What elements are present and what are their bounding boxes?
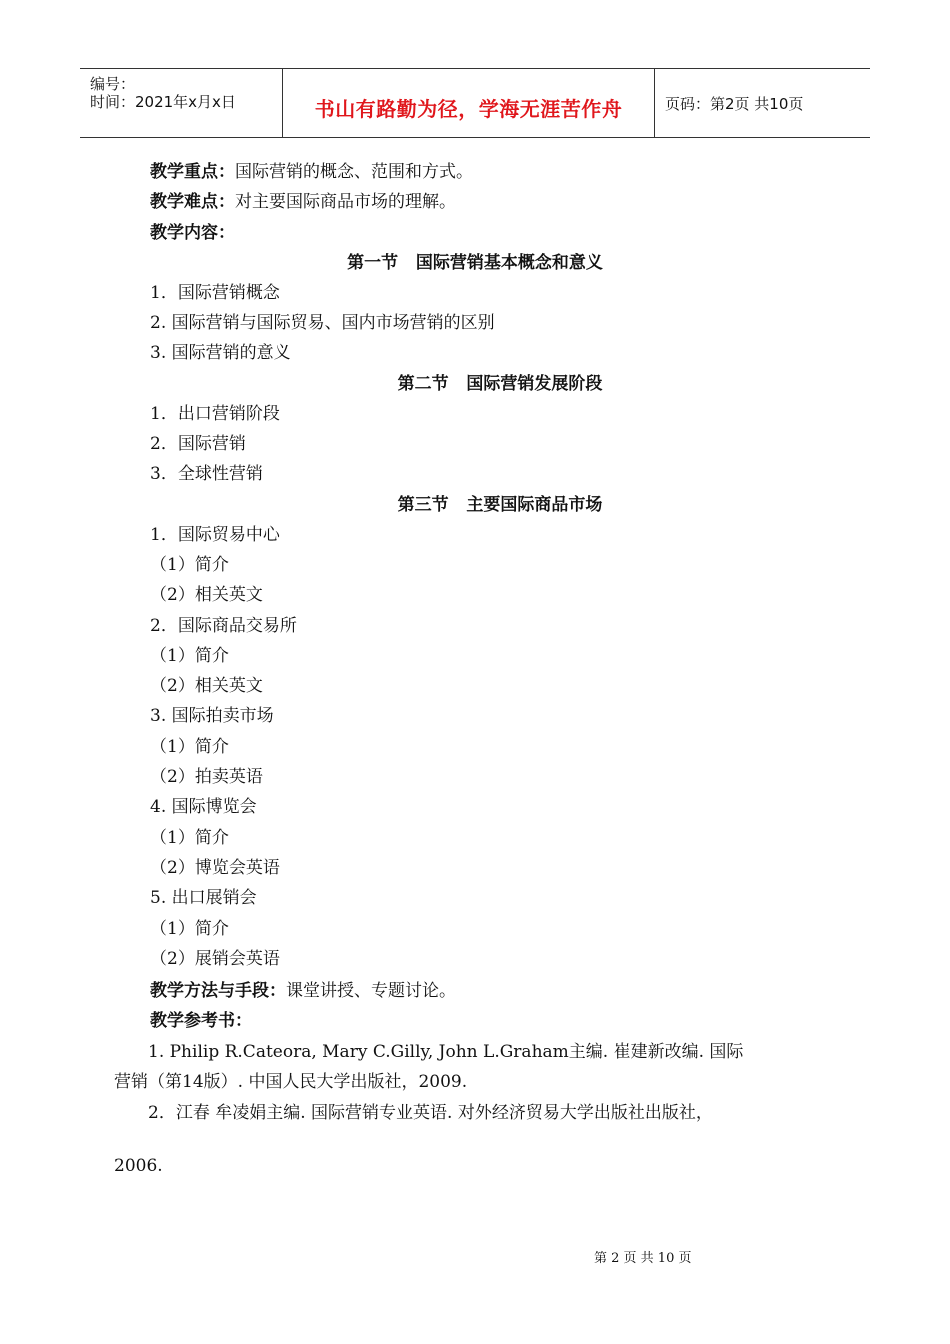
key-points-text: 国际营销的概念、范围和方式。	[235, 162, 473, 182]
list-item: 3. 国际营销的意义	[150, 343, 291, 363]
header-motto-cell	[283, 69, 655, 137]
list-item: （1）简介	[150, 828, 229, 848]
difficulties	[150, 191, 456, 213]
list-item: （2）博览会英语	[150, 858, 280, 878]
section-title: 第一节 国际营销基本概念和意义	[347, 253, 603, 273]
footer-page-number: 第 2 页 共 10 页	[594, 1251, 692, 1266]
number-label: 编号：	[90, 75, 136, 93]
list-item: 1．国际贸易中心	[150, 525, 280, 545]
reference-line: 营销（第14版）. 中国人民大学出版社，2009.	[114, 1072, 468, 1092]
difficulties-text: 对主要国际商品市场的理解。	[235, 192, 456, 212]
list-item: 2. 国际营销与国际贸易、国内市场营销的区别	[150, 313, 495, 333]
section-title: 第三节 主要国际商品市场	[397, 495, 603, 515]
key-points	[150, 161, 473, 183]
list-item: 2．国际商品交易所	[150, 616, 297, 636]
list-item: （1）简介	[150, 646, 229, 666]
list-item: 1．出口营销阶段	[150, 404, 280, 424]
list-item: （1）简介	[150, 737, 229, 757]
list-item: 5. 出口展销会	[150, 888, 257, 908]
motto: 书山有路勤为径，学海无涯苦作舟	[314, 97, 623, 121]
difficulties-label: 教学难点：	[150, 192, 235, 212]
list-item: 3. 国际拍卖市场	[150, 706, 274, 726]
list-item: （2）相关英文	[150, 676, 263, 696]
list-item: （2）拍卖英语	[150, 767, 263, 787]
date-label: 时间：2021年x月x日	[90, 93, 236, 111]
header-info-cell	[80, 69, 283, 137]
list-item: （1）简介	[150, 919, 229, 939]
reference-line: 2006.	[114, 1156, 163, 1176]
reference-line: 1. Philip R.Cateora, Mary C.Gilly, John L.Graham主编. 崔建新改编. 国际	[148, 1042, 744, 1062]
list-item: 3．全球性营销	[150, 464, 263, 484]
content-label: 教学内容：	[150, 223, 235, 243]
key-points-label: 教学重点：	[150, 162, 235, 182]
methods	[150, 980, 456, 1002]
list-item: （2）展销会英语	[150, 949, 280, 969]
page-header	[80, 68, 870, 138]
list-item: （1）简介	[150, 555, 229, 575]
section-title: 第二节 国际营销发展阶段	[397, 374, 603, 394]
methods-label: 教学方法与手段：	[150, 981, 286, 1001]
list-item: 2．国际营销	[150, 434, 246, 454]
list-item: 4. 国际博览会	[150, 797, 257, 817]
reference-line: 2．江春 牟凌娟主编. 国际营销专业英语. 对外经济贸易大学出版社出版社，	[148, 1103, 713, 1123]
page-number-label: 页码：第2页 共10页	[665, 95, 804, 113]
list-item: （2）相关英文	[150, 585, 263, 605]
methods-text: 课堂讲授、专题讨论。	[286, 981, 456, 1001]
list-item: 1．国际营销概念	[150, 283, 280, 303]
references-label: 教学参考书：	[150, 1011, 252, 1031]
